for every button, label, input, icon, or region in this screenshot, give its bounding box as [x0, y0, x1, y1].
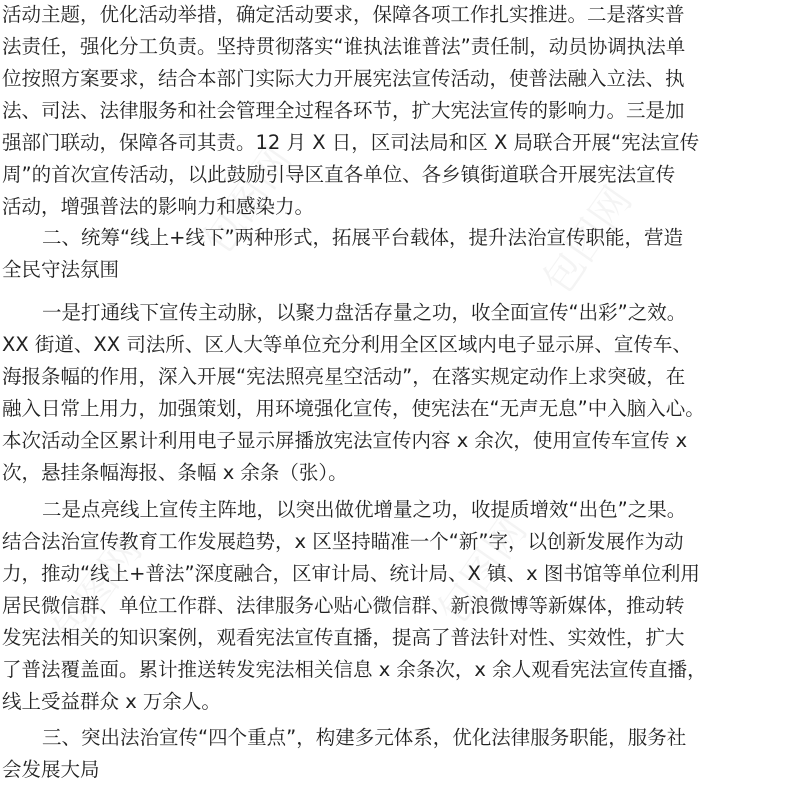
text-line: 结合法治宣传教育工作发展趋势，x 区坚持瞄准一个“新”字，以创新发展作为动 — [2, 530, 684, 553]
text-line: 海报条幅的作用，深入开展“宪法照亮星空活动”，在落实规定动作上求突破，在 — [2, 365, 686, 388]
text-line: 周”的首次宣传活动，以此鼓励引导区直各单位、各乡镇街道联合开展宪法宣传 — [2, 163, 676, 186]
text-line: 位按照方案要求，结合本部门实际大力开展宪法宣传活动，使普法融入立法、执 — [2, 67, 685, 90]
text-line: XX 街道、XX 司法所、区人大等单位充分利用全区区域内电子显示屏、宣传车、 — [2, 333, 692, 356]
section-heading-three — [2, 722, 792, 786]
section-heading-two — [2, 222, 792, 286]
heading-line: 全民守法氛围 — [2, 258, 120, 281]
text-line: 线上受益群众 x 万余人。 — [2, 690, 221, 713]
text-line: 活动，增强普法的影响力和感染力。 — [2, 195, 315, 218]
text-line: 法、司法、法律服务和社会管理全过程各环节，扩大宪法宣传的影响力。三是加 — [2, 99, 685, 122]
text-line: 二是点亮线上宣传主阵地，以突出做优增量之功，收提质增效“出色”之果。 — [42, 498, 687, 521]
heading-line: 三、突出法治宣传“四个重点”，构建多元体系，优化法律服务职能，服务社 — [42, 726, 687, 749]
text-line: 了普法覆盖面。累计推送转发宪法相关信息 x 余条次，x 余人观看宪法宣传直播， — [2, 658, 707, 681]
heading-line: 二、统筹“线上+线下”两种形式，拓展平台载体，提升法治宣传职能，营造 — [42, 226, 684, 249]
text-line: 活动主题，优化活动举措，确定活动要求，保障各项工作扎实推进。二是落实普 — [2, 3, 685, 26]
text-line: 发宪法相关的知识案例，观看宪法宣传直播，提高了普法针对性、实效性，扩大 — [2, 626, 685, 649]
paragraph-offline — [2, 297, 792, 489]
text-line: 强部门联动，保障各司其责。12 月 X 日，区司法局和区 X 局联合开展“宪法宣传 — [2, 131, 700, 154]
paragraph-intro — [2, 0, 792, 223]
text-line: 居民微信群、单位工作群、法律服务心贴心微信群、新浪微博等新媒体，推动转 — [2, 594, 685, 617]
heading-line: 会发展大局 — [2, 758, 100, 781]
text-line: 力，推动“线上+普法”深度融合，区审计局、统计局、X 镇、x 图书馆等单位利用 — [2, 562, 700, 585]
text-line: 本次活动全区累计利用电子显示屏播放宪法宣传内容 x 余次，使用宣传车宣传 x — [2, 429, 688, 452]
text-line: 次，悬挂条幅海报、条幅 x 余条（张）。 — [2, 461, 348, 484]
text-line: 融入日常上用力，加强策划，用环境强化宣传，使宪法在“无声无息”中入脑入心。 — [2, 397, 705, 420]
text-line: 法责任，强化分工负责。坚持贯彻落实“谁执法谁普法”责任制，动员协调执法单 — [2, 35, 686, 58]
text-line: 一是打通线下宣传主动脉，以聚力盘活存量之功，收全面宣传“出彩”之效。 — [42, 301, 687, 324]
paragraph-online — [2, 494, 792, 718]
